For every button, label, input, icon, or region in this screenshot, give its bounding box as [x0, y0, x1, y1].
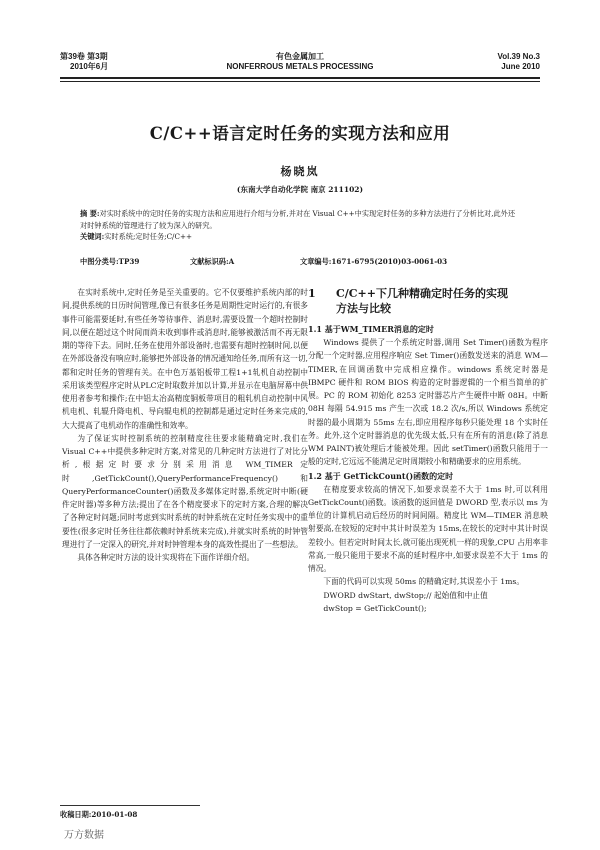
right-paragraph-1: Windows 提供了一个系统定时器,调用 Set Timer()函数为程序分配一个定时器,应用程序响应 Set Timer()函数发送来的消息 WM—TIMER,在回调函数中完成相应操作。windows 系统定时器是 IBMPC 硬件和 ROM BIOS 构造的定时器逻辑的一个相当简单的扩展。PC 的 ROM 初始化 8253 定时器芯片产生硬件中断 08H。中断 08H 每隔 54.915 ms 产生一次或 18.2 次/s,所以 Windows 系统定时器的最小周期为 55ms 左右,即应用程序每秒只能处理 18 个实时任务。此外,这个定时器消息的优先级太低,只有在所有的消息(除了消息 WM PAINT)被处理后才能被处理。因此 setTimer()函数只能用于一般的定时,它远远不能满足定时周期较小和精确要求的应用系统。 — [308, 338, 548, 467]
section-1-heading — [308, 286, 548, 316]
header-rule-thin — [60, 81, 540, 82]
header-volume-en-block — [497, 52, 540, 72]
abstract-text: 对实时系统中的定时任务的实现方法和应用进行介绍与分析,并对在 Visual C++中实现定时任务的多种方法进行了分析比对,此外还对时钟系统的管理进行了较为深入的研究。 — [80, 209, 516, 230]
article-number: 文章编号:1671-6795(2010)03-0061-03 — [300, 257, 448, 266]
section-1-number: 1 — [308, 287, 316, 300]
paper-affiliation: (东南大学自动化学院 南京 211102) — [236, 185, 364, 194]
abstract-label: 摘 要: — [80, 209, 100, 218]
header-journal-cn: 有色金属加工 — [276, 52, 324, 61]
subsection-1-1-heading: 1.1 基于WM_TIMER消息的定时 — [308, 324, 434, 334]
abstract-paragraph — [80, 208, 520, 231]
keywords-label: 关键词: — [80, 232, 105, 241]
right-column — [308, 286, 548, 615]
header-date-cn: 2010年6月 — [70, 62, 109, 71]
code-line-1: DWORD dwStart, dwStop;// 起始值和中止值 — [323, 590, 488, 600]
header-volume-cn: 第39卷 第3期 — [60, 52, 108, 61]
watermark-text: 万方数据 — [64, 830, 104, 841]
right-paragraph-3: 下面的代码可以实现 50ms 的精确定时,其误差小于 1ms。 — [323, 577, 525, 587]
abstract-block — [80, 208, 520, 243]
left-paragraph-2: 为了保证实时控制系统的控制精度往往要求能精确定时,我们在 Visual C++中提供多种定时方案,对常见的几种定时方法进行了对比分析,根据定时要求分别采用消息 WM_TIMER 定时,GetTickCount(),QueryPerformanceFrequency()和 QueryPerformanceCounter()函数及多媒体定时器,系统定时中断(硬件定时器)等多种方法;提出了在各个精度要求下的定时方案,合理的解决了各种定时问题;同时考虑到实时系统的时钟系统在定时任务实现中的重要性(很多定时任务往往都依赖时钟系统来完成),并就实时系统的时钟管理进行了一定深入的研究,并对时钟管理本身的高效性提出了一些想法。 — [62, 433, 308, 549]
paper-title: C/C++语言定时任务的实现方法和应用 — [149, 124, 451, 143]
received-date-footnote: 收稿日期:2010-01-08 — [60, 810, 138, 819]
clc-number: 中图分类号:TP39 — [80, 257, 140, 266]
code-line-2: dwStop = GetTickCount(); — [323, 603, 427, 613]
header-date-en: June 2010 — [501, 62, 540, 71]
left-paragraph-1: 在实时系统中,定时任务是至关重要的。它不仅要维护系统内部的时间,提供系统的日历时间管理,像已有很多任务是周期性定时运行的,有很多事件可能需要延时,有些任务等待事件、消息时,需要设置一个超时控制时间,以便在超过这个时间而尚未收到事件或消息时,能够被激活而不再无限期的等待下去。同时,任务在使用外部设备时,也需要有超时控制时间,以便在外部设备没有响应时,能够把外部设备的情况通知给任务,而所有这一切,都和定时任务的管理有关。在中色万基铝板带工程1+1轧机自动控制中采用该类型程序定时从PLC定时取数并加以计算,并显示在电脑屏幕中供使用者参考和操作;在中铝太冶高精度铜板带项目的粗轧机自动控制中风机电机、轧辊升降电机、导向辊电机的控制都是通过定时任务来完成的,大大提高了电机动作的准确性和效率。 — [62, 288, 308, 430]
keywords-text: 实时系统;定时任务;C/C++ — [104, 232, 193, 241]
section-1-title-line2: 方法与比较 — [336, 302, 391, 315]
footnote-rule — [60, 805, 200, 806]
paper-author: 杨晓岚 — [280, 165, 320, 178]
left-column — [62, 286, 308, 564]
keywords-line — [80, 231, 520, 243]
header-rule-thick — [60, 77, 540, 79]
header-journal-en: NONFERROUS METALS PROCESSING — [226, 62, 374, 71]
section-1-title-line1: C/C++下几种精确定时任务的实现 — [336, 287, 508, 300]
document-code: 文献标识码:A — [190, 257, 235, 266]
subsection-1-2-heading: 1.2 基于 GetTickCount()函数的定时 — [308, 470, 454, 481]
left-paragraph-3: 具体各种定时方法的设计实现将在下面作详细介绍。 — [77, 553, 255, 562]
right-paragraph-2: 在精度要求较高的情况下,如要求误差不大于 1ms 时,可以利用 GetTickCount()函数。该函数的返回值是 DWORD 型,表示以 ms 为单位的计算机启动后经历的时间间隔。精度比 WM—TIMER 消息映射要高,在较短的定时中其计时误差为 15ms,在较长的定时中其计时误差较小。但若定时时间太长,就可能出现死机一样的现象,CPU 占用率非常高,一般只能用于要求不高的延时程序中,如要求误差不大于 1ms 的情况。 — [308, 484, 548, 573]
header-volume-en: Vol.39 No.3 — [497, 52, 540, 61]
